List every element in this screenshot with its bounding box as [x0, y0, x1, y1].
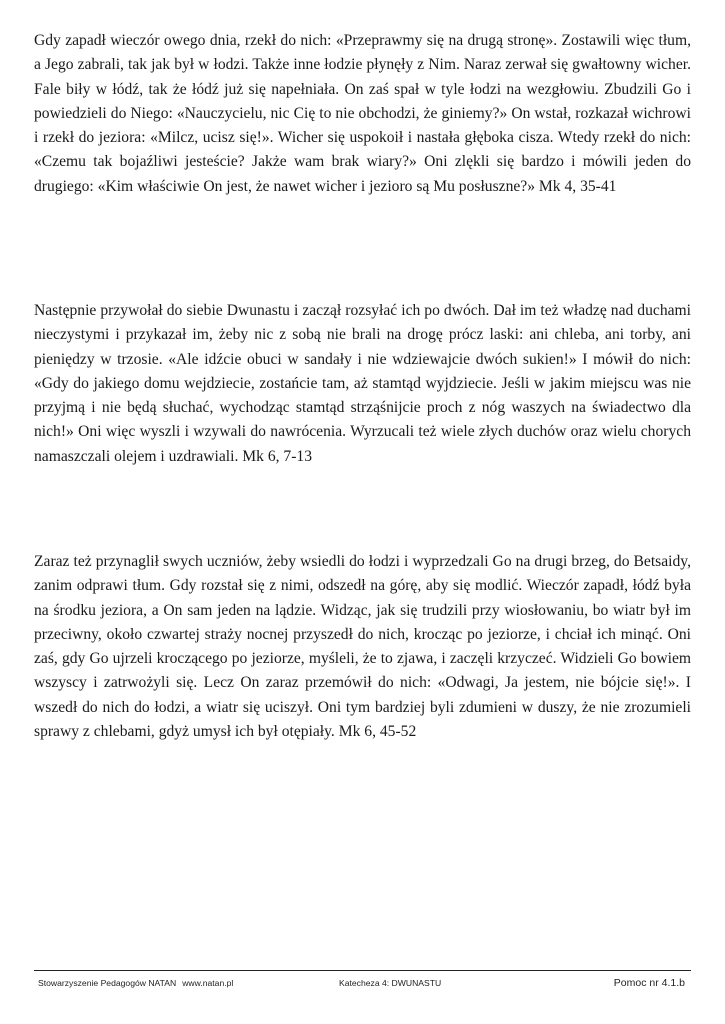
footer-aid-number: Pomoc nr 4.1.b	[613, 977, 685, 989]
passage-mk-6-45-52: Zaraz też przynaglił swych uczniów, żeby wsiedli do łodzi i wyprzedzali Go na drugi brzeg, do Betsaidy, zanim odprawi tłum. Gdy rozstał się z nimi, odszedł na górę, aby się modlić. Wieczór zapadł, łódź była na środku jeziora, a On sam jeden na lądzie. Widząc, jak się trudzili przy wiosłowaniu, bo wiatr był im przeciwny, około czwartej straży nocnej przyszedł do nich, krocząc po jeziorze, i chciał ich minąć. Oni zaś, gdy Go ujrzeli kroczącego po jeziorze, myśleli, że to zjawa, i zaczęli krzyczeć. Widzieli Go bowiem wszyscy i zatrwożyli się. Lecz On zaraz przemówił do nich: «Odwagi, Ja jestem, nie bójcie się!». I wszedł do nich do łodzi, a wiatr się uciszył. Oni tym bardziej byli zdumieni w duszy, że nie zrozumieli sprawy z chlebami, gdyż umysł ich był otępiały. Mk 6, 45-52	[34, 553, 691, 741]
footer-lesson-title: Katecheza 4: DWUNASTU	[339, 978, 442, 988]
footer-divider	[34, 970, 691, 971]
footer-publisher	[38, 978, 233, 988]
passage-mk-4-35-41: Gdy zapadł wieczór owego dnia, rzekł do nich: «Przeprawmy się na drugą stronę». Zostawili więc tłum, a Jego zabrali, tak jak był w łodzi. Także inne łodzie płynęły z Nim. Naraz zerwał się gwałtowny wicher. Fale biły w łódź, tak że łódź już się napełniała. On zaś spał w tyle łodzi na wezgłowiu. Zbudzili Go i powiedzieli do Niego: «Nauczycielu, nic Cię to nie obchodzi, że giniemy?» On wstał, rozkazał wichrowi i rzekł do jeziora: «Milcz, ucisz się!». Wicher się uspokoił i nastała głęboka cisza. Wtedy rzekł do nich: «Czemu tak bojaźliwi jesteście? Jakże wam brak wiary?» Oni zlękli się bardzo i mówili jeden do drugiego: «Kim właściwie On jest, że nawet wicher i jezioro są Mu posłuszne?» Mk 4, 35-41	[34, 32, 691, 195]
footer-website-link[interactable]: www.natan.pl	[182, 978, 234, 988]
footer-organization: Stowarzyszenie Pedagogów NATAN	[38, 978, 177, 988]
passage-mk-6-7-13: Następnie przywołał do siebie Dwunastu i zaczął rozsyłać ich po dwóch. Dał im też władzę nad duchami nieczystymi i przykazał im, żeby nic z sobą nie brali na drogę prócz laski: ani chleba, ani torby, ani pieniędzy w trzosie. «Ale idźcie obuci w sandały i nie wdziewajcie dwóch sukien!» I mówił do nich: «Gdy do jakiego domu wejdziecie, zostańcie tam, aż stamtąd wyjdziecie. Jeśli w jakim miejscu was nie przyjmą i nie będą słuchać, wychodząc stamtąd strząśnijcie proch z nóg waszych na świadectwo dla nich!» Oni więc wyszli i wzywali do nawrócenia. Wyrzucali też wiele złych duchów oraz wielu chorych namaszczali olejem i uzdrawiali. Mk 6, 7-13	[34, 302, 691, 465]
page-footer	[34, 977, 691, 993]
